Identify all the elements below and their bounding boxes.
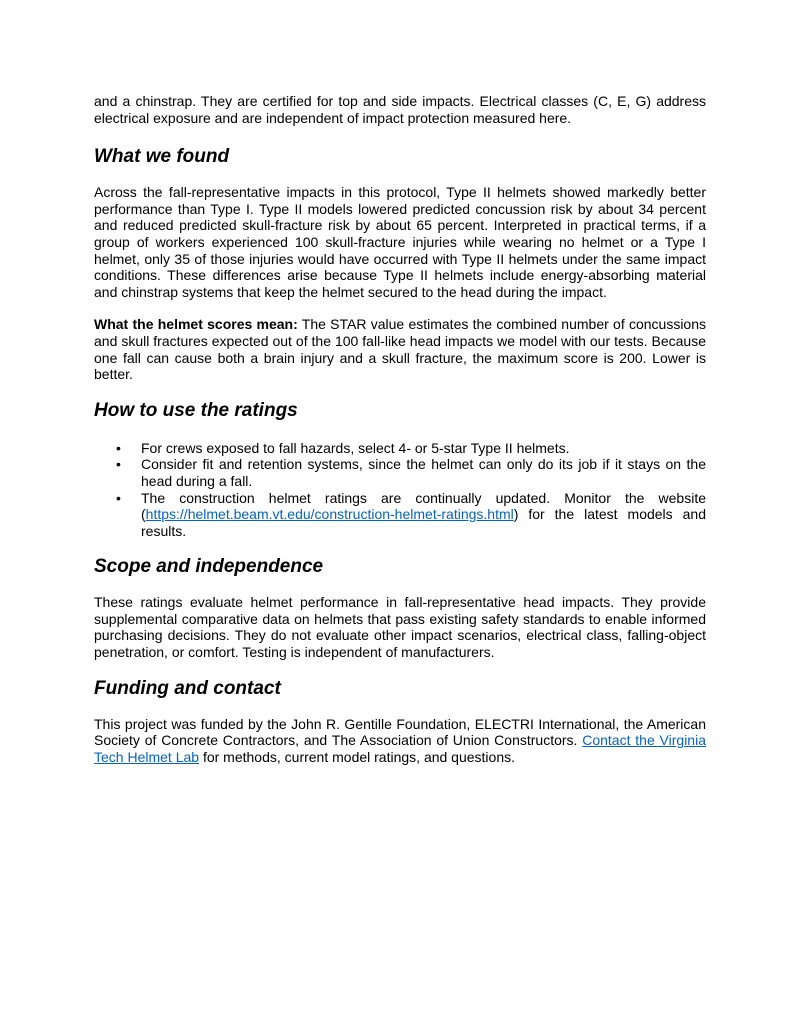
heading-funding: Funding and contact	[94, 677, 281, 699]
document-page	[94, 93, 706, 765]
heading-how-to-use: How to use the ratings	[94, 399, 298, 421]
funding-text-after: for methods, current model ratings, and questions.	[199, 748, 516, 765]
list-item-text	[141, 490, 706, 539]
helmet-scores-label: What the helmet scores mean:	[94, 316, 298, 333]
what-we-found-paragraph: Across the fall-representative impacts in this protocol, Type II helmets showed markedly better performance than Type I. Type II models lowered predicted concussion risk by about 34 percent and reduced predicted skull-fracture risk by about 65 percent. Interpreted in practical terms, if a group of workers experienced 100 skull-fracture injuries while wearing no helmet or a Type I helmet, only 35 of those injuries would have occurred with Type II helmets under the same impact conditions. These differences arise because Type II helmets include energy-absorbing material and chinstrap systems that keep the helmet secured to the head during the impact.	[94, 184, 706, 300]
bullet-glyph: •	[116, 439, 121, 456]
helmet-scores-paragraph	[94, 316, 706, 382]
bullet-glyph: •	[116, 489, 121, 506]
contact-lab-link[interactable]: Contact the Virginia Tech Helmet Lab	[94, 732, 706, 765]
how-to-use-list	[94, 440, 706, 540]
funding-paragraph	[94, 716, 706, 766]
list-item	[94, 440, 706, 457]
list-item-text-before: The construction helmet ratings are continually updated. Monitor the website (	[141, 489, 706, 523]
ratings-website-link[interactable]: https://helmet.beam.vt.edu/construction-helmet-ratings.html	[145, 506, 514, 523]
list-item-text: For crews exposed to fall hazards, select 4- or 5-star Type II helmets.	[141, 439, 570, 456]
heading-scope: Scope and independence	[94, 556, 324, 578]
list-item	[94, 456, 706, 489]
bullet-glyph: •	[116, 456, 121, 473]
list-item-text: Consider fit and retention systems, since the helmet can only do its job if it stays on the head during a fall.	[141, 456, 706, 489]
funding-text-before: This project was funded by the John R. Gentille Foundation, ELECTRI International, the American Society of Concrete Contractors, and The Association of Union Constructors.	[94, 715, 706, 749]
heading-what-we-found: What we found	[94, 146, 230, 168]
list-item	[94, 490, 706, 540]
list-item-text-after: ) for the latest models and results.	[141, 506, 706, 539]
intro-paragraph: and a chinstrap. They are certified for top and side impacts. Electrical classes (C, E, G) address electrical exposure and are independent of impact protection measured here.	[94, 93, 706, 126]
helmet-scores-text: The STAR value estimates the combined number of concussions and skull fractures expected out of the 100 fall-like head impacts we model with our tests. Because one fall can cause both a brain injury and a skull fracture, the maximum score is 200. Lower is better.	[94, 316, 707, 383]
scope-paragraph: These ratings evaluate helmet performance in fall-representative head impacts. They provide supplemental comparative data on helmets that pass existing safety standards to enable informed purchasing decisions. They do not evaluate other impact scenarios, electrical class, falling-object penetration, or comfort. Testing is independent of manufacturers.	[94, 594, 706, 661]
